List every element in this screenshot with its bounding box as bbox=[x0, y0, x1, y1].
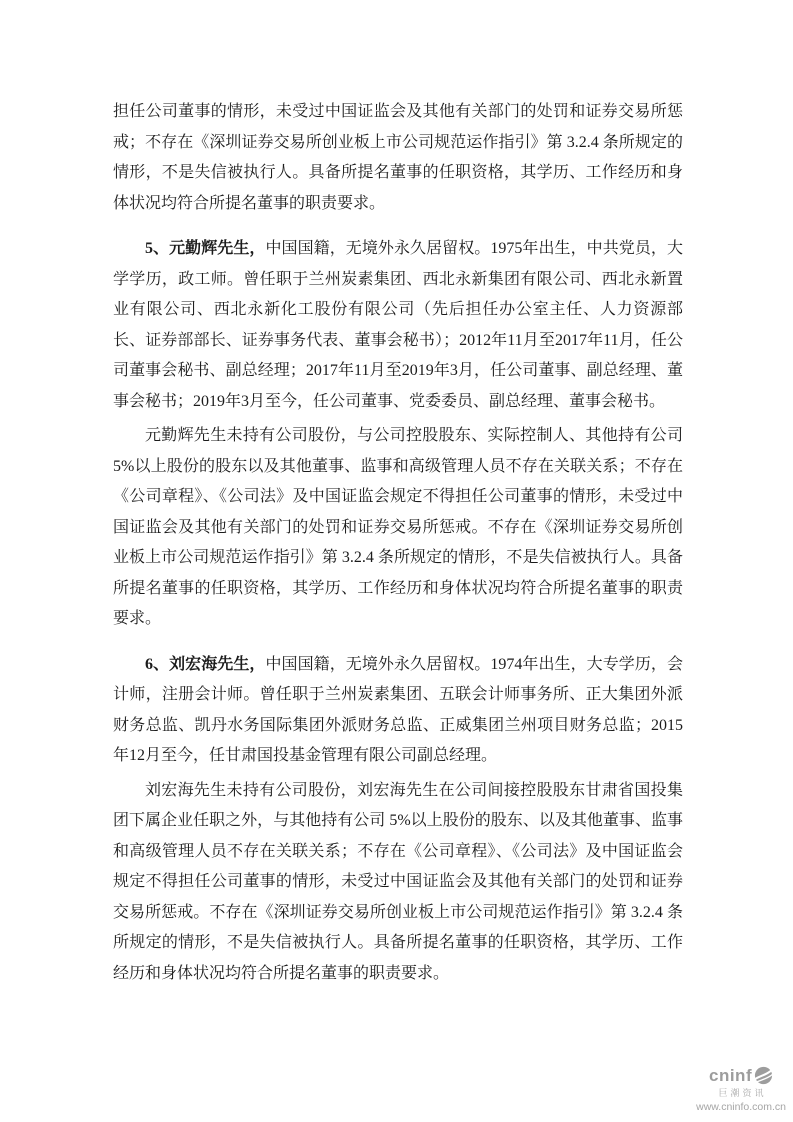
document-body bbox=[113, 97, 683, 989]
cninfo-swirl-icon bbox=[754, 1066, 773, 1085]
paragraph-2: 5、元勤辉先生，中国国籍，无境外永久居留权。1975年出生，中共党员，大学学历，政工师。曾任职于兰州炭素集团、西北永新集团有限公司、西北永新置业有限公司、西北永新化工股份有限公司（先后担任办公室主任、人力资源部长、证券部部长、证券事务代表、董事会秘书）；2012年11月至2017年11月，任公司董事会秘书、副总经理；2017年11月至2019年3月，任公司董事、副总经理、董事会秘书；2019年3月至今，任公司董事、党委委员、副总经理、董事会秘书。 bbox=[113, 240, 683, 410]
paragraph-2-lead: 5、元勤辉先生， bbox=[145, 240, 266, 257]
paragraph-4: 6、刘宏海先生，中国国籍，无境外永久居留权。1974年出生，大专学历，会计师，注册会计师。曾任职于兰州炭素集团、五联会计师事务所、正大集团外派财务总监、凯丹水务国际集团外派财务总监、正威集团兰州项目财务总监；2015年12月至今，任甘肃国投基金管理有限公司副总经理。 bbox=[113, 655, 683, 764]
paragraph-3: 元勤辉先生未持有公司股份，与公司控股股东、实际控制人、其他持有公司 5%以上股份的股东以及其他董事、监事和高级管理人员不存在关联关系；不存在《公司章程》、《公司法》及中国证监会规定不得担任公司董事的情形，未受过中国证监会及其他有关部门的处罚和证券交易所惩戒。不存在《深圳证券交易所创业板上市公司规范运作指引》第 3.2.4 条所规定的情形，不是失信被执行人。具备所提名董事的任职资格，其学历、工作经历和身体状况均符合所提名董事的职责要求。 bbox=[113, 427, 683, 627]
cninfo-brand-row bbox=[709, 1066, 773, 1085]
paragraph-5: 刘宏海先生未持有公司股份，刘宏海先生在公司间接控股股东甘肃省国投集团下属企业任职之外，与其他持有公司 5%以上股份的股东、以及其他董事、监事和高级管理人员不存在关联关系；不存在《公司章程》、《公司法》及中国证监会规定不得担任公司董事的情形，未受过中国证监会及其他有关部门的处罚和证券交易所惩戒。不存在《深圳证券交易所创业板上市公司规范运作指引》第 3.2.4 条所规定的情形，不是失信被执行人。具备所提名董事的任职资格，其学历、工作经历和身体状况均符合所提名董事的职责要求。 bbox=[113, 781, 683, 982]
cninfo-website: www.cninfo.com.cn bbox=[696, 1101, 786, 1113]
cninfo-brand-chinese: 巨潮资讯 bbox=[718, 1088, 767, 1098]
cninfo-brand-text: cninf bbox=[709, 1066, 753, 1085]
paragraph-4-lead: 6、刘宏海先生， bbox=[145, 655, 266, 673]
cninfo-watermark bbox=[696, 1066, 786, 1113]
paragraph-1: 担任公司董事的情形，未受过中国证监会及其他有关部门的处罚和证券交易所惩戒；不存在《深圳证券交易所创业板上市公司规范运作指引》第 3.2.4 条所规定的情形，不是失信被执行人。具备所提名董事的任职资格，其学历、工作经历和身体状况均符合所提名董事的职责要求。 bbox=[113, 103, 683, 212]
